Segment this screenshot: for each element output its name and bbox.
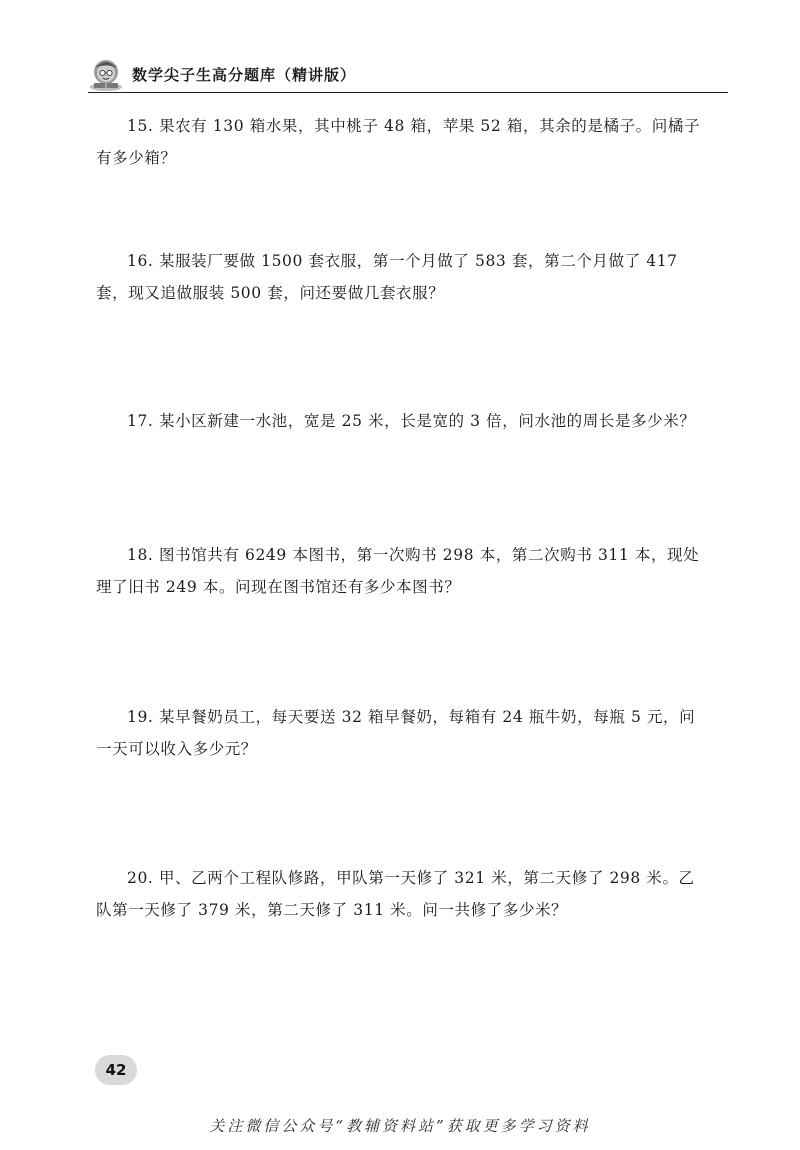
page-header xyxy=(88,56,728,92)
header-divider xyxy=(88,92,728,93)
mascot-logo-icon xyxy=(88,56,124,92)
page-number-badge: 42 xyxy=(95,1055,137,1085)
problem-15: 15. 果农有 130 箱水果，其中桃子 48 箱，苹果 52 箱，其余的是橘子。问橘子有多少箱？ xyxy=(96,117,701,167)
footer-note: 关注微信公众号“教辅资料站”获取更多学习资料 xyxy=(209,1117,591,1135)
problem-16: 16. 某服装厂要做 1500 套衣服，第一个月做了 583 套，第二个月做了 417 套，现又追做服装 500 套，问还要做几套衣服？ xyxy=(96,252,678,302)
problem-20: 20. 甲、乙两个工程队修路，甲队第一天修了 321 米，第二天修了 298 米。乙队第一天修了 379 米，第二天修了 311 米。问一共修了多少米？ xyxy=(96,869,695,919)
problem-17: 17. 某小区新建一水池，宽是 25 米，长是宽的 3 倍，问水池的周长是多少米？ xyxy=(127,412,696,430)
problem-19: 19. 某早餐奶员工，每天要送 32 箱早餐奶，每箱有 24 瓶牛奶，每瓶 5 元，问一天可以收入多少元？ xyxy=(96,708,696,758)
book-title: 数学尖子生高分题库（精讲版） xyxy=(132,66,357,84)
problem-18: 18. 图书馆共有 6249 本图书，第一次购书 298 本，第二次购书 311 本，现处理了旧书 249 本。问现在图书馆还有多少本图书？ xyxy=(96,546,700,596)
